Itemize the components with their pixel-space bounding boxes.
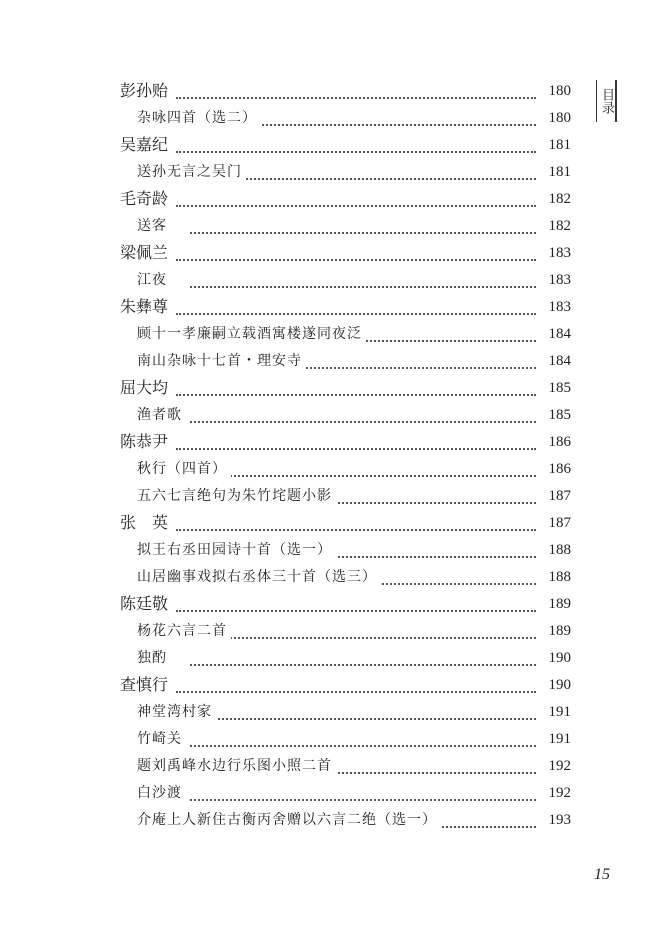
toc-poem-title: 渔者歌 xyxy=(137,404,186,426)
toc-author-name: 陈廷敬 xyxy=(120,593,172,615)
toc-entry[interactable] xyxy=(0,374,666,401)
toc-entry[interactable] xyxy=(0,482,666,509)
toc-page-number: 193 xyxy=(545,809,571,831)
toc-entry[interactable] xyxy=(0,644,666,671)
toc-page-number: 183 xyxy=(545,242,571,264)
toc-poem-title: 南山杂咏十七首・理安寺 xyxy=(137,350,306,372)
toc-entry[interactable] xyxy=(0,131,666,158)
toc-entry[interactable] xyxy=(0,455,666,482)
toc-page-number: 182 xyxy=(545,215,571,237)
toc-entry[interactable] xyxy=(0,779,666,806)
dot-leader xyxy=(176,515,536,531)
toc-entry[interactable] xyxy=(0,509,666,536)
dot-leader xyxy=(190,218,536,234)
toc-page-number: 182 xyxy=(545,188,571,210)
toc-page-number: 184 xyxy=(545,323,571,345)
toc-page-number: 190 xyxy=(545,674,571,696)
dot-leader xyxy=(190,272,536,288)
dot-leader xyxy=(176,596,536,612)
toc-poem-title: 送客 xyxy=(137,215,171,237)
toc-entry[interactable] xyxy=(0,536,666,563)
toc-entry[interactable] xyxy=(0,752,666,779)
dot-leader xyxy=(176,245,536,261)
toc-author-name: 梁佩兰 xyxy=(120,242,172,264)
toc-entry[interactable] xyxy=(0,590,666,617)
toc-poem-title: 独酌 xyxy=(137,647,171,669)
toc-poem-title: 秋行（四首） xyxy=(137,458,231,480)
toc-page-number: 189 xyxy=(545,620,571,642)
toc-page-number: 192 xyxy=(545,782,571,804)
toc-author-name: 陈恭尹 xyxy=(120,431,172,453)
toc-page-number: 185 xyxy=(545,377,571,399)
dot-leader xyxy=(176,434,536,450)
toc-entry[interactable] xyxy=(0,185,666,212)
toc-poem-title: 题刘禹峰水边行乐图小照二首 xyxy=(137,755,336,777)
toc-entry[interactable] xyxy=(0,293,666,320)
toc-poem-title: 江夜 xyxy=(137,269,171,291)
table-of-contents xyxy=(0,77,666,833)
dot-leader xyxy=(190,785,536,801)
dot-leader xyxy=(190,407,536,423)
toc-poem-title: 顾十一孝廉嗣立载酒寓楼遂同夜泛 xyxy=(137,323,366,345)
dot-leader xyxy=(176,191,536,207)
dot-leader xyxy=(176,380,536,396)
toc-entry[interactable] xyxy=(0,158,666,185)
dot-leader xyxy=(176,137,536,153)
toc-poem-title: 神堂湾村家 xyxy=(137,701,216,723)
dot-leader xyxy=(176,677,536,693)
toc-page-number: 190 xyxy=(545,647,571,669)
toc-poem-title: 杨花六言二首 xyxy=(137,620,231,642)
toc-page-number: 187 xyxy=(545,512,571,534)
toc-poem-title: 白沙渡 xyxy=(137,782,186,804)
toc-poem-title: 竹崎关 xyxy=(137,728,186,750)
toc-page-number: 191 xyxy=(545,701,571,723)
toc-poem-title: 山居幽事戏拟右丞体三十首（选三） xyxy=(137,566,381,588)
dot-leader xyxy=(176,83,536,99)
toc-poem-title: 送孙无言之吴门 xyxy=(137,161,246,183)
toc-page-number: 185 xyxy=(545,404,571,426)
dot-leader xyxy=(190,704,536,720)
toc-page-number: 180 xyxy=(545,80,571,102)
toc-author-name: 张 英 xyxy=(120,512,172,534)
toc-poem-title: 五六七言绝句为朱竹垞题小影 xyxy=(137,485,336,507)
toc-page-number: 186 xyxy=(545,458,571,480)
toc-entry[interactable] xyxy=(0,725,666,752)
dot-leader xyxy=(190,623,536,639)
toc-author-name: 屈大均 xyxy=(120,377,172,399)
toc-entry[interactable] xyxy=(0,77,666,104)
toc-entry[interactable] xyxy=(0,320,666,347)
dot-leader xyxy=(176,299,536,315)
toc-entry[interactable] xyxy=(0,212,666,239)
section-tab-label: 目录 xyxy=(599,88,614,114)
toc-page-number: 183 xyxy=(545,296,571,318)
toc-entry[interactable] xyxy=(0,698,666,725)
toc-page-number: 189 xyxy=(545,593,571,615)
toc-entry[interactable] xyxy=(0,266,666,293)
toc-entry[interactable] xyxy=(0,104,666,131)
toc-entry[interactable] xyxy=(0,347,666,374)
toc-page-number: 188 xyxy=(545,566,571,588)
dot-leader xyxy=(190,461,536,477)
toc-entry[interactable] xyxy=(0,563,666,590)
toc-poem-title: 介庵上人新住古衡丙舍赠以六言二绝（选一） xyxy=(137,809,441,831)
toc-page-number: 186 xyxy=(545,431,571,453)
page-number: 15 xyxy=(594,866,610,883)
toc-page-number: 181 xyxy=(545,161,571,183)
toc-entry[interactable] xyxy=(0,401,666,428)
toc-page-number: 187 xyxy=(545,485,571,507)
toc-poem-title: 杂咏四首（选二） xyxy=(137,107,261,129)
toc-author-name: 彭孙贻 xyxy=(120,80,172,102)
toc-entry[interactable] xyxy=(0,806,666,833)
toc-page-number: 192 xyxy=(545,755,571,777)
toc-page-number: 183 xyxy=(545,269,571,291)
toc-entry[interactable] xyxy=(0,428,666,455)
toc-page-number: 184 xyxy=(545,350,571,372)
toc-page-number: 188 xyxy=(545,539,571,561)
toc-page-number: 191 xyxy=(545,728,571,750)
dot-leader xyxy=(190,650,536,666)
toc-entry[interactable] xyxy=(0,671,666,698)
toc-author-name: 查慎行 xyxy=(120,674,172,696)
toc-author-name: 朱彝尊 xyxy=(120,296,172,318)
toc-entry[interactable] xyxy=(0,617,666,644)
toc-entry[interactable] xyxy=(0,239,666,266)
toc-page-number: 181 xyxy=(545,134,571,156)
toc-page-number: 180 xyxy=(545,107,571,129)
toc-poem-title: 拟王右丞田园诗十首（选一） xyxy=(137,539,336,561)
toc-author-name: 毛奇龄 xyxy=(120,188,172,210)
dot-leader xyxy=(190,731,536,747)
toc-author-name: 吴嘉纪 xyxy=(120,134,172,156)
